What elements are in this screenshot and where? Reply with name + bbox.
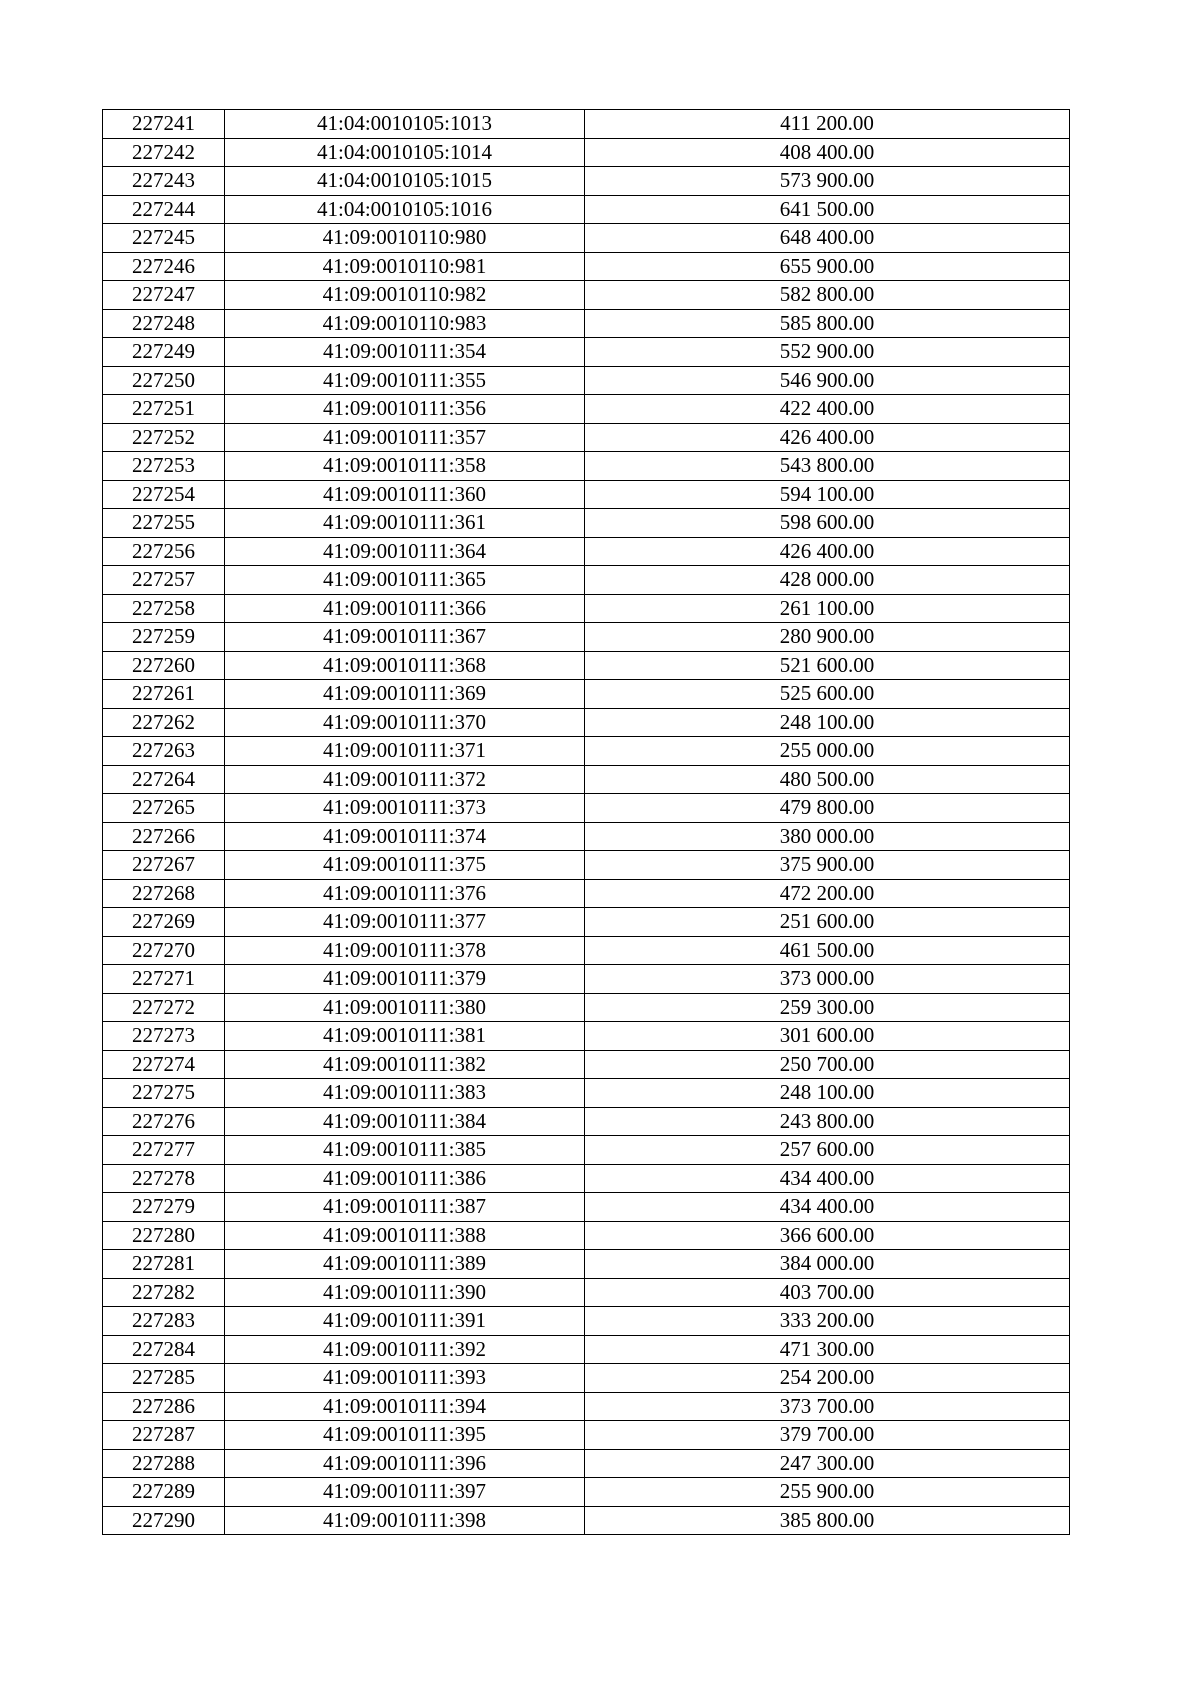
cadastral-number-cell: 41:09:0010111:357: [225, 423, 585, 452]
table-row: [103, 1221, 1070, 1250]
row-number-cell: 227282: [103, 1278, 225, 1307]
cadastral-value-cell: 248 100.00: [585, 708, 1070, 737]
cadastral-number-cell: 41:04:0010105:1015: [225, 167, 585, 196]
row-number-cell: 227260: [103, 651, 225, 680]
row-number-cell: 227250: [103, 366, 225, 395]
row-number-cell: 227288: [103, 1449, 225, 1478]
row-number-cell: 227245: [103, 224, 225, 253]
table-row: [103, 537, 1070, 566]
cadastral-value-cell: 408 400.00: [585, 138, 1070, 167]
cadastral-number-cell: 41:04:0010105:1014: [225, 138, 585, 167]
row-number-cell: 227255: [103, 509, 225, 538]
cadastral-number-cell: 41:09:0010111:372: [225, 765, 585, 794]
cadastral-number-cell: 41:09:0010111:395: [225, 1421, 585, 1450]
table-row: [103, 851, 1070, 880]
row-number-cell: 227283: [103, 1307, 225, 1336]
cadastral-value-cell: 373 700.00: [585, 1392, 1070, 1421]
cadastral-value-cell: 594 100.00: [585, 480, 1070, 509]
cadastral-number-cell: 41:09:0010111:394: [225, 1392, 585, 1421]
cadastral-number-cell: 41:09:0010111:391: [225, 1307, 585, 1336]
cadastral-value-cell: 403 700.00: [585, 1278, 1070, 1307]
cadastral-number-cell: 41:09:0010111:364: [225, 537, 585, 566]
row-number-cell: 227274: [103, 1050, 225, 1079]
row-number-cell: 227244: [103, 195, 225, 224]
cadastral-number-cell: 41:09:0010111:386: [225, 1164, 585, 1193]
table-row: [103, 623, 1070, 652]
table-row: [103, 1136, 1070, 1165]
table-row: [103, 1421, 1070, 1450]
row-number-cell: 227284: [103, 1335, 225, 1364]
table-row: [103, 224, 1070, 253]
cadastral-number-cell: 41:09:0010111:381: [225, 1022, 585, 1051]
row-number-cell: 227272: [103, 993, 225, 1022]
table-row: [103, 651, 1070, 680]
cadastral-value-cell: 373 000.00: [585, 965, 1070, 994]
cadastral-number-cell: 41:09:0010111:387: [225, 1193, 585, 1222]
cadastral-value-cell: 280 900.00: [585, 623, 1070, 652]
table-row: [103, 1164, 1070, 1193]
cadastral-number-cell: 41:09:0010111:380: [225, 993, 585, 1022]
cadastral-number-cell: 41:09:0010111:379: [225, 965, 585, 994]
row-number-cell: 227276: [103, 1107, 225, 1136]
cadastral-value-cell: 582 800.00: [585, 281, 1070, 310]
cadastral-number-cell: 41:09:0010111:374: [225, 822, 585, 851]
cadastral-number-cell: 41:09:0010111:366: [225, 594, 585, 623]
row-number-cell: 227273: [103, 1022, 225, 1051]
table-row: [103, 737, 1070, 766]
cadastral-number-cell: 41:09:0010111:356: [225, 395, 585, 424]
cadastral-value-cell: 428 000.00: [585, 566, 1070, 595]
row-number-cell: 227264: [103, 765, 225, 794]
cadastral-number-cell: 41:09:0010111:376: [225, 879, 585, 908]
table-row: [103, 1449, 1070, 1478]
table-row: [103, 452, 1070, 481]
cadastral-value-cell: 426 400.00: [585, 537, 1070, 566]
table-row: [103, 480, 1070, 509]
table-row: [103, 1107, 1070, 1136]
cadastral-number-cell: 41:09:0010111:355: [225, 366, 585, 395]
cadastral-number-cell: 41:09:0010111:375: [225, 851, 585, 880]
cadastral-value-cell: 380 000.00: [585, 822, 1070, 851]
table-row: [103, 195, 1070, 224]
cadastral-value-cell: 422 400.00: [585, 395, 1070, 424]
table-row: [103, 366, 1070, 395]
cadastral-number-cell: 41:09:0010111:371: [225, 737, 585, 766]
cadastral-value-cell: 543 800.00: [585, 452, 1070, 481]
table-row: [103, 908, 1070, 937]
table-row: [103, 281, 1070, 310]
row-number-cell: 227266: [103, 822, 225, 851]
row-number-cell: 227248: [103, 309, 225, 338]
cadastral-value-cell: 259 300.00: [585, 993, 1070, 1022]
row-number-cell: 227257: [103, 566, 225, 595]
row-number-cell: 227285: [103, 1364, 225, 1393]
cadastral-value-cell: 472 200.00: [585, 879, 1070, 908]
cadastral-number-cell: 41:09:0010111:378: [225, 936, 585, 965]
table-row: [103, 309, 1070, 338]
table-row: [103, 110, 1070, 139]
cadastral-number-cell: 41:09:0010110:980: [225, 224, 585, 253]
row-number-cell: 227249: [103, 338, 225, 367]
table-row: [103, 822, 1070, 851]
row-number-cell: 227247: [103, 281, 225, 310]
table-row: [103, 1506, 1070, 1535]
cadastral-number-cell: 41:09:0010111:390: [225, 1278, 585, 1307]
cadastral-value-cell: 598 600.00: [585, 509, 1070, 538]
cadastral-number-cell: 41:09:0010111:383: [225, 1079, 585, 1108]
table-row: [103, 509, 1070, 538]
row-number-cell: 227269: [103, 908, 225, 937]
row-number-cell: 227243: [103, 167, 225, 196]
row-number-cell: 227241: [103, 110, 225, 139]
table-row: [103, 594, 1070, 623]
table-row: [103, 252, 1070, 281]
cadastral-value-cell: 552 900.00: [585, 338, 1070, 367]
cadastral-value-cell: 480 500.00: [585, 765, 1070, 794]
cadastral-value-cell: 301 600.00: [585, 1022, 1070, 1051]
table-body: [103, 110, 1070, 1535]
table-row: [103, 566, 1070, 595]
cadastral-number-cell: 41:09:0010111:392: [225, 1335, 585, 1364]
cadastral-number-cell: 41:09:0010111:384: [225, 1107, 585, 1136]
table-row: [103, 395, 1070, 424]
cadastral-value-cell: 521 600.00: [585, 651, 1070, 680]
row-number-cell: 227254: [103, 480, 225, 509]
cadastral-value-cell: 251 600.00: [585, 908, 1070, 937]
table-row: [103, 1392, 1070, 1421]
row-number-cell: 227261: [103, 680, 225, 709]
row-number-cell: 227256: [103, 537, 225, 566]
row-number-cell: 227281: [103, 1250, 225, 1279]
cadastral-value-cell: 250 700.00: [585, 1050, 1070, 1079]
cadastral-number-cell: 41:04:0010105:1016: [225, 195, 585, 224]
row-number-cell: 227263: [103, 737, 225, 766]
cadastral-number-cell: 41:09:0010110:983: [225, 309, 585, 338]
row-number-cell: 227246: [103, 252, 225, 281]
row-number-cell: 227275: [103, 1079, 225, 1108]
cadastral-value-cell: 261 100.00: [585, 594, 1070, 623]
cadastral-value-cell: 546 900.00: [585, 366, 1070, 395]
cadastral-value-cell: 471 300.00: [585, 1335, 1070, 1364]
row-number-cell: 227258: [103, 594, 225, 623]
cadastral-value-cell: 384 000.00: [585, 1250, 1070, 1279]
row-number-cell: 227251: [103, 395, 225, 424]
row-number-cell: 227259: [103, 623, 225, 652]
table-row: [103, 1335, 1070, 1364]
cadastral-number-cell: 41:09:0010111:358: [225, 452, 585, 481]
cadastral-value-cell: 247 300.00: [585, 1449, 1070, 1478]
cadastral-number-cell: 41:09:0010110:981: [225, 252, 585, 281]
row-number-cell: 227267: [103, 851, 225, 880]
cadastral-number-cell: 41:09:0010111:385: [225, 1136, 585, 1165]
cadastral-value-cell: 385 800.00: [585, 1506, 1070, 1535]
cadastral-value-cell: 257 600.00: [585, 1136, 1070, 1165]
cadastral-value-table: [102, 109, 1070, 1535]
table-row: [103, 993, 1070, 1022]
table-row: [103, 708, 1070, 737]
row-number-cell: 227262: [103, 708, 225, 737]
cadastral-value-cell: 255 900.00: [585, 1478, 1070, 1507]
cadastral-value-cell: 525 600.00: [585, 680, 1070, 709]
cadastral-number-cell: 41:09:0010111:397: [225, 1478, 585, 1507]
row-number-cell: 227268: [103, 879, 225, 908]
cadastral-value-cell: 585 800.00: [585, 309, 1070, 338]
table-row: [103, 1364, 1070, 1393]
table-row: [103, 138, 1070, 167]
cadastral-value-cell: 648 400.00: [585, 224, 1070, 253]
cadastral-number-cell: 41:09:0010111:367: [225, 623, 585, 652]
table-row: [103, 423, 1070, 452]
cadastral-value-cell: 254 200.00: [585, 1364, 1070, 1393]
cadastral-value-cell: 479 800.00: [585, 794, 1070, 823]
row-number-cell: 227280: [103, 1221, 225, 1250]
cadastral-number-cell: 41:09:0010111:396: [225, 1449, 585, 1478]
row-number-cell: 227287: [103, 1421, 225, 1450]
cadastral-value-cell: 573 900.00: [585, 167, 1070, 196]
cadastral-number-cell: 41:09:0010111:370: [225, 708, 585, 737]
table-row: [103, 936, 1070, 965]
cadastral-number-cell: 41:09:0010111:369: [225, 680, 585, 709]
row-number-cell: 227252: [103, 423, 225, 452]
cadastral-number-cell: 41:04:0010105:1013: [225, 110, 585, 139]
cadastral-number-cell: 41:09:0010110:982: [225, 281, 585, 310]
cadastral-value-cell: 255 000.00: [585, 737, 1070, 766]
cadastral-number-cell: 41:09:0010111:382: [225, 1050, 585, 1079]
cadastral-value-cell: 426 400.00: [585, 423, 1070, 452]
cadastral-number-cell: 41:09:0010111:389: [225, 1250, 585, 1279]
cadastral-value-cell: 333 200.00: [585, 1307, 1070, 1336]
cadastral-value-cell: 434 400.00: [585, 1164, 1070, 1193]
cadastral-number-cell: 41:09:0010111:360: [225, 480, 585, 509]
cadastral-number-cell: 41:09:0010111:368: [225, 651, 585, 680]
row-number-cell: 227289: [103, 1478, 225, 1507]
table-row: [103, 879, 1070, 908]
row-number-cell: 227242: [103, 138, 225, 167]
cadastral-number-cell: 41:09:0010111:373: [225, 794, 585, 823]
table-row: [103, 1250, 1070, 1279]
table-row: [103, 1193, 1070, 1222]
table-row: [103, 1022, 1070, 1051]
cadastral-value-cell: 379 700.00: [585, 1421, 1070, 1450]
table-row: [103, 680, 1070, 709]
cadastral-number-cell: 41:09:0010111:388: [225, 1221, 585, 1250]
cadastral-value-cell: 411 200.00: [585, 110, 1070, 139]
cadastral-value-cell: 375 900.00: [585, 851, 1070, 880]
table-row: [103, 1079, 1070, 1108]
row-number-cell: 227286: [103, 1392, 225, 1421]
cadastral-number-cell: 41:09:0010111:398: [225, 1506, 585, 1535]
table-row: [103, 338, 1070, 367]
cadastral-number-cell: 41:09:0010111:354: [225, 338, 585, 367]
cadastral-value-cell: 366 600.00: [585, 1221, 1070, 1250]
cadastral-value-cell: 248 100.00: [585, 1079, 1070, 1108]
cadastral-value-cell: 641 500.00: [585, 195, 1070, 224]
cadastral-number-cell: 41:09:0010111:361: [225, 509, 585, 538]
table-row: [103, 965, 1070, 994]
row-number-cell: 227253: [103, 452, 225, 481]
row-number-cell: 227290: [103, 1506, 225, 1535]
table-row: [103, 167, 1070, 196]
cadastral-number-cell: 41:09:0010111:393: [225, 1364, 585, 1393]
table-row: [103, 1050, 1070, 1079]
row-number-cell: 227270: [103, 936, 225, 965]
cadastral-value-cell: 243 800.00: [585, 1107, 1070, 1136]
row-number-cell: 227277: [103, 1136, 225, 1165]
cadastral-number-cell: 41:09:0010111:377: [225, 908, 585, 937]
table-row: [103, 765, 1070, 794]
row-number-cell: 227265: [103, 794, 225, 823]
table-row: [103, 1307, 1070, 1336]
row-number-cell: 227278: [103, 1164, 225, 1193]
table-row: [103, 1278, 1070, 1307]
table-row: [103, 1478, 1070, 1507]
cadastral-value-cell: 434 400.00: [585, 1193, 1070, 1222]
row-number-cell: 227271: [103, 965, 225, 994]
cadastral-number-cell: 41:09:0010111:365: [225, 566, 585, 595]
table-row: [103, 794, 1070, 823]
row-number-cell: 227279: [103, 1193, 225, 1222]
cadastral-value-cell: 461 500.00: [585, 936, 1070, 965]
cadastral-value-cell: 655 900.00: [585, 252, 1070, 281]
